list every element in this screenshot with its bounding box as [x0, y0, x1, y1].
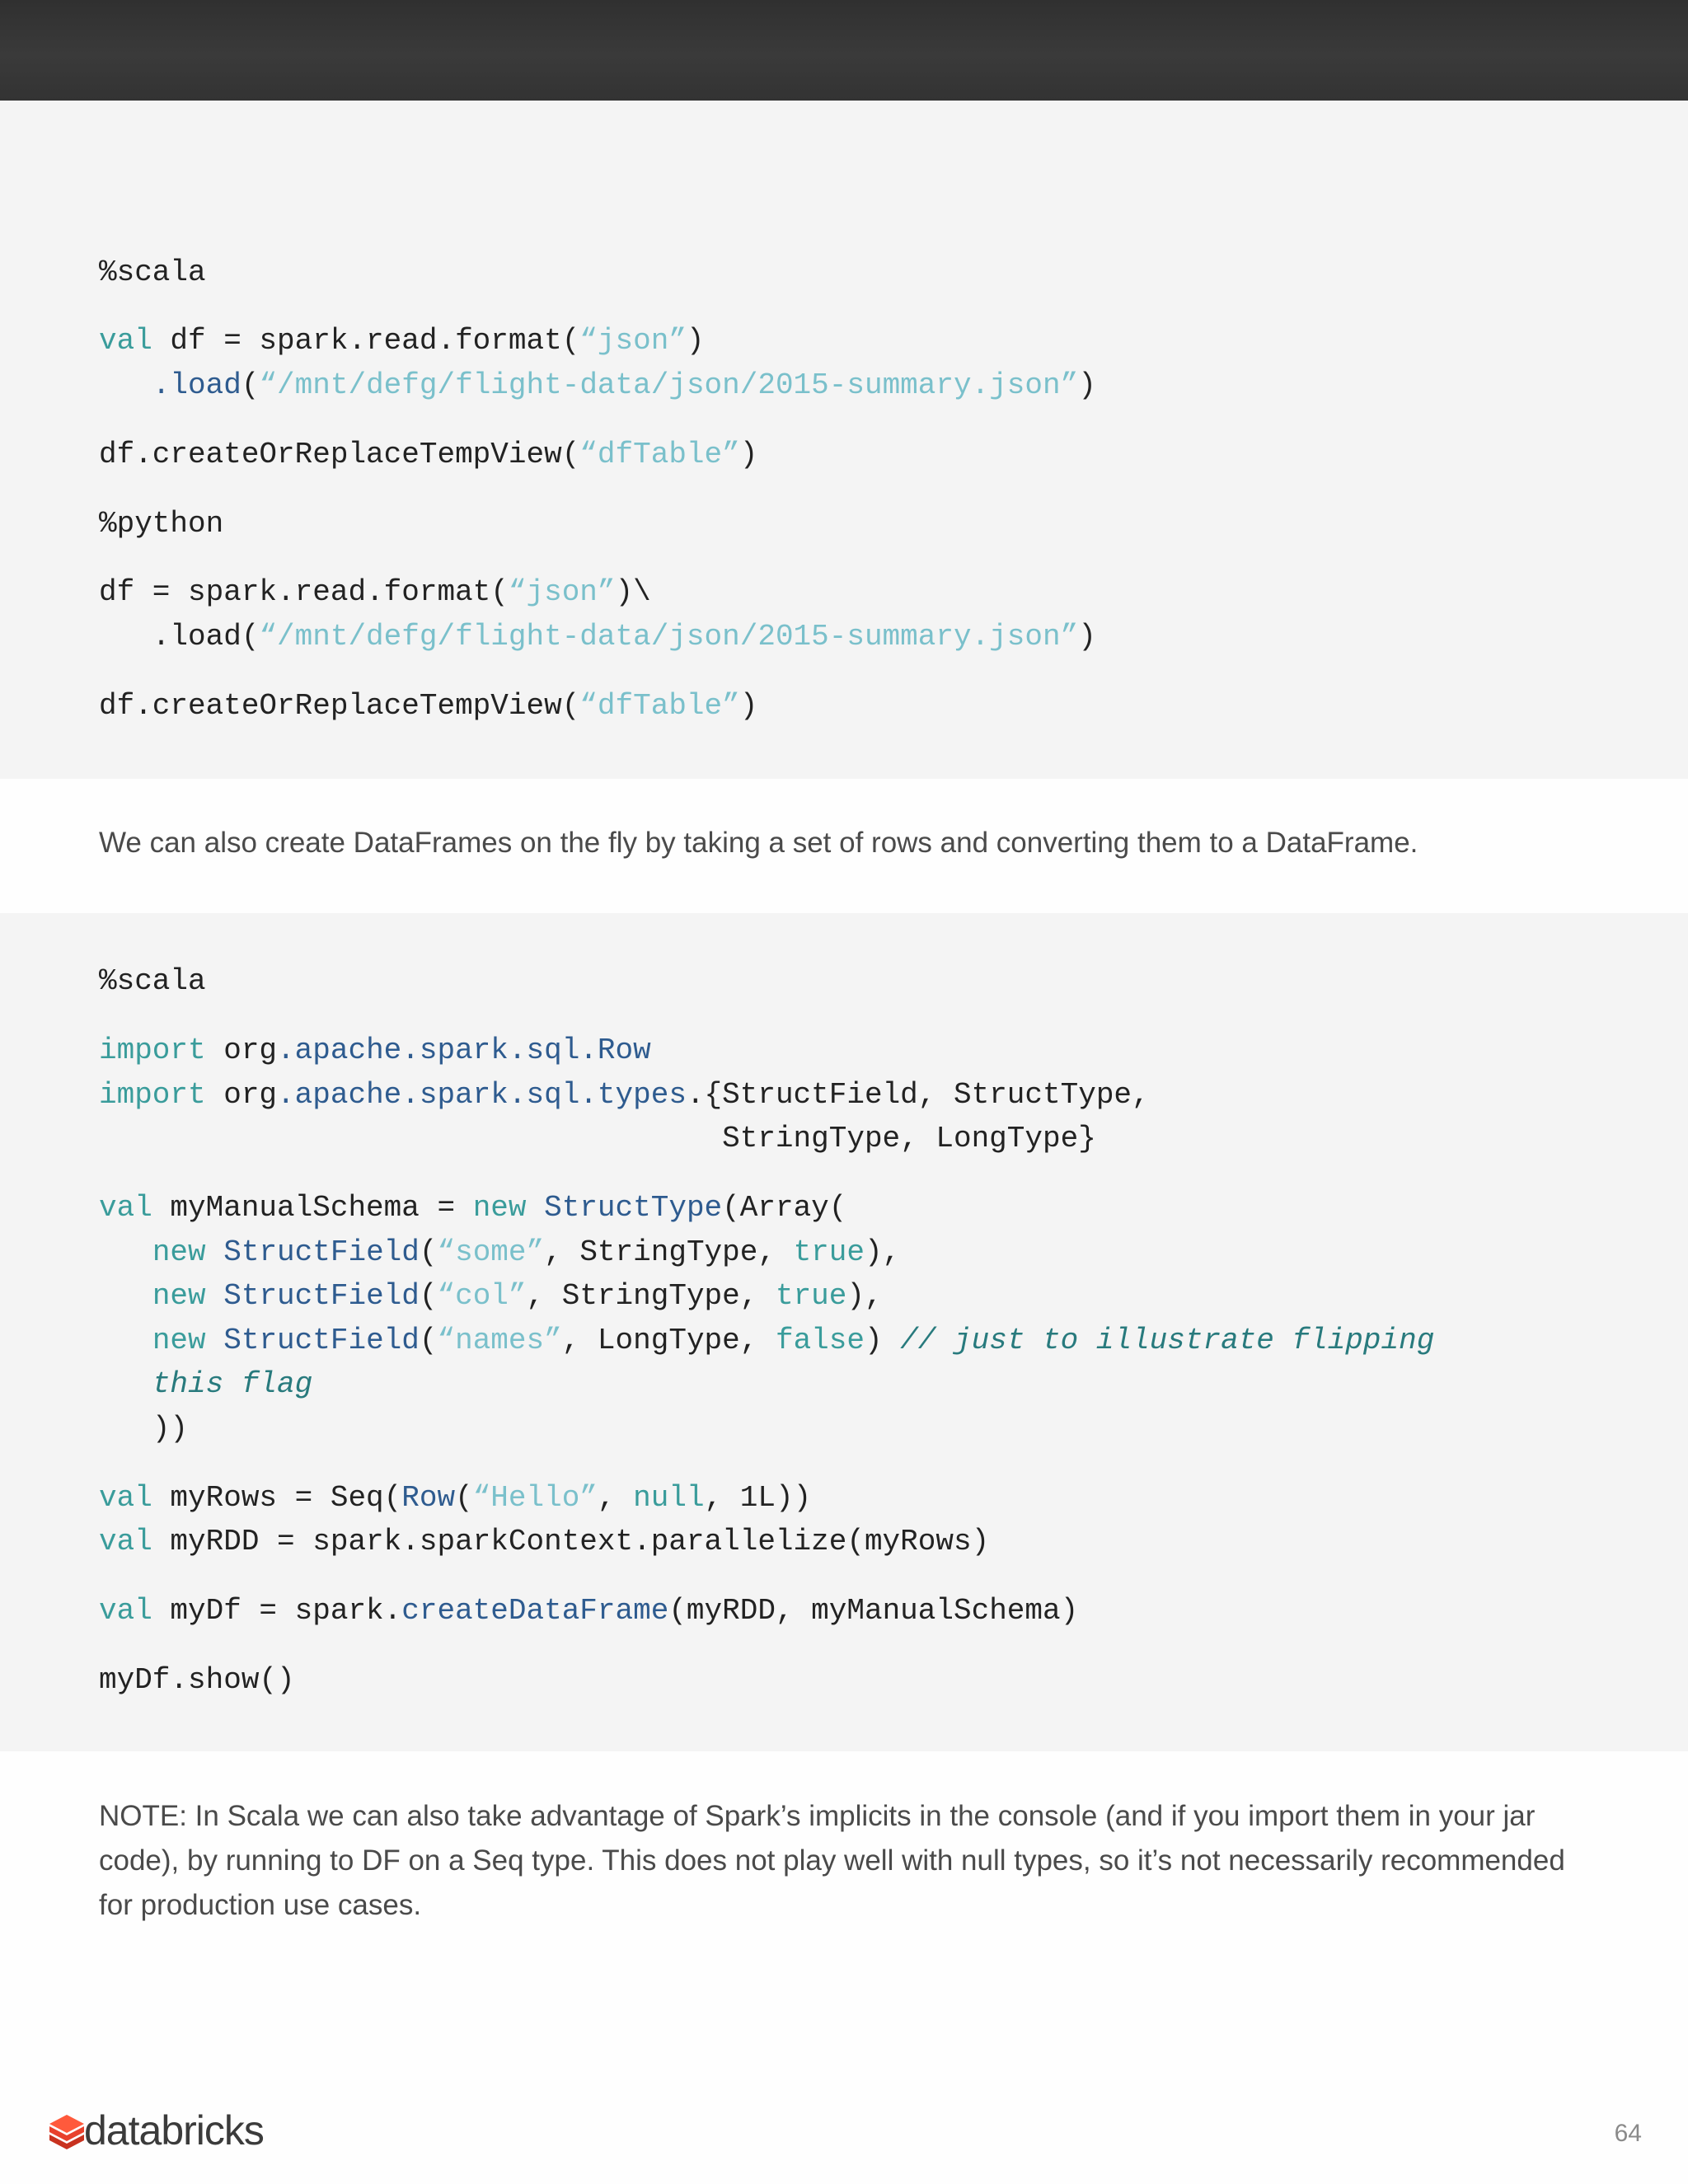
code-token: myManualSchema =	[152, 1191, 473, 1225]
code-token: Row	[401, 1481, 456, 1515]
code-token: “dfTable”	[579, 689, 740, 723]
code-token: , StringType,	[544, 1235, 794, 1269]
code-token: “json”	[579, 324, 687, 358]
code-token	[206, 1279, 224, 1313]
code-token: )\	[615, 575, 651, 609]
code-line	[99, 1362, 312, 1407]
code-token: StructField	[223, 1324, 420, 1357]
code-token: “some”	[437, 1235, 545, 1269]
code-token: val	[99, 1525, 152, 1558]
code-token: )	[1078, 368, 1096, 402]
code-line	[99, 615, 1096, 659]
code-line	[99, 433, 757, 477]
code-token: myDf.show()	[99, 1663, 295, 1697]
code-token: )	[865, 1324, 901, 1357]
code-token: .load	[152, 368, 241, 402]
code-line	[99, 1073, 1150, 1118]
code-token	[527, 1191, 545, 1225]
code-token	[99, 1279, 152, 1313]
code-line	[99, 1589, 1078, 1633]
code-token: “dfTable”	[579, 438, 740, 471]
code-token: )	[739, 689, 758, 723]
code-token: “json”	[508, 575, 616, 609]
code-token: %scala	[99, 255, 206, 289]
code-token: %scala	[99, 964, 206, 998]
brand-name: databricks	[84, 2107, 264, 2154]
code-line	[99, 363, 1096, 408]
code-token: .{StructField, StructType,	[686, 1078, 1150, 1112]
code-token: StructField	[223, 1279, 420, 1313]
page-number: 64	[1614, 2120, 1642, 2147]
code-token: (	[419, 1324, 438, 1357]
code-block-1	[0, 101, 1688, 779]
code-token: val	[99, 324, 152, 358]
code-block-2	[0, 913, 1688, 1751]
code-line	[99, 319, 705, 363]
code-token: val	[99, 1191, 152, 1225]
code-token: (	[419, 1235, 438, 1269]
code-token: , 1L))	[704, 1481, 812, 1515]
code-token: ))	[99, 1412, 189, 1446]
code-token: import	[99, 1033, 206, 1067]
code-token	[99, 1324, 152, 1357]
code-token: null	[633, 1481, 705, 1515]
code-line	[99, 1658, 295, 1703]
code-line	[99, 570, 651, 615]
code-token: )	[739, 438, 758, 471]
code-token: myRDD = spark.sparkContext.parallelize(myRows)	[152, 1525, 990, 1558]
databricks-icon	[49, 2115, 84, 2151]
code-token: )	[686, 324, 705, 358]
code-token: , LongType,	[561, 1324, 776, 1357]
code-token: createDataFrame	[401, 1594, 669, 1628]
note-paragraph: NOTE: In Scala we can also take advantage of Spark’s implicits in the console (and if you import them in your jar code), by running to DF on a Seq type. This does not play well with null types, so it’s not necessarily recommended for production use cases.	[99, 1800, 1565, 1921]
code-token: val	[99, 1594, 152, 1628]
code-token	[206, 1324, 224, 1357]
code-token: df = spark.read.format(	[152, 324, 580, 358]
code-token: StructType	[544, 1191, 723, 1225]
code-token: ,	[597, 1481, 634, 1515]
code-token	[99, 368, 152, 402]
code-token: ),	[864, 1235, 901, 1269]
code-line	[99, 959, 206, 1004]
intro-paragraph: We can also create DataFrames on the fly by taking a set of rows and converting them to a DataFrame.	[99, 827, 1418, 859]
code-token: // just to illustrate flipping	[900, 1324, 1435, 1357]
code-token: ),	[846, 1279, 883, 1313]
code-token: new	[152, 1279, 206, 1313]
code-line	[99, 1117, 1096, 1161]
code-token: true	[775, 1279, 847, 1313]
code-token: StructField	[223, 1235, 420, 1269]
code-token	[99, 1235, 152, 1269]
code-line	[99, 1407, 188, 1451]
code-token: “/mnt/defg/flight-data/json/2015-summary.json”	[259, 620, 1079, 654]
code-line	[99, 1319, 1434, 1363]
code-token: new	[152, 1324, 206, 1357]
code-token: myDf = spark.	[152, 1594, 402, 1628]
header-bar	[0, 0, 1688, 101]
code-token	[206, 1235, 224, 1269]
code-token: true	[793, 1235, 865, 1269]
code-token: import	[99, 1078, 206, 1112]
code-line	[99, 1186, 846, 1230]
code-token: (Array(	[722, 1191, 847, 1225]
code-token: .load(	[99, 620, 260, 654]
code-token: df = spark.read.format(	[99, 575, 509, 609]
code-token: , StringType,	[526, 1279, 776, 1313]
code-line	[99, 1230, 900, 1275]
code-token: .apache.spark.sql.Row	[277, 1033, 651, 1067]
code-token: )	[1078, 620, 1096, 654]
code-line	[99, 502, 223, 546]
code-token: df.createOrReplaceTempView(	[99, 438, 580, 471]
code-token: org	[205, 1078, 278, 1112]
code-token: false	[775, 1324, 865, 1357]
code-token: df.createOrReplaceTempView(	[99, 689, 580, 723]
code-line	[99, 251, 206, 295]
code-line	[99, 1274, 883, 1319]
code-token: (	[419, 1279, 438, 1313]
code-token: “names”	[437, 1324, 562, 1357]
code-token: this flag	[152, 1367, 313, 1401]
code-line	[99, 684, 757, 729]
code-token: (	[455, 1481, 473, 1515]
code-token: (	[241, 368, 260, 402]
code-token: “/mnt/defg/flight-data/json/2015-summary.json”	[259, 368, 1079, 402]
code-token: “col”	[437, 1279, 527, 1313]
code-token: val	[99, 1481, 152, 1515]
code-token: %python	[99, 507, 224, 541]
code-token: myRows = Seq(	[152, 1481, 402, 1515]
code-line	[99, 1029, 651, 1073]
code-token: org	[205, 1033, 278, 1067]
code-token: “Hello”	[472, 1481, 598, 1515]
code-line	[99, 1476, 811, 1521]
code-token: (myRDD, myManualSchema)	[668, 1594, 1079, 1628]
code-token: new	[152, 1235, 206, 1269]
code-token: new	[472, 1191, 527, 1225]
code-token: StringType, LongType}	[99, 1122, 1096, 1155]
code-token	[99, 1367, 152, 1401]
code-line	[99, 1520, 989, 1564]
code-token: .apache.spark.sql.types	[277, 1078, 687, 1112]
